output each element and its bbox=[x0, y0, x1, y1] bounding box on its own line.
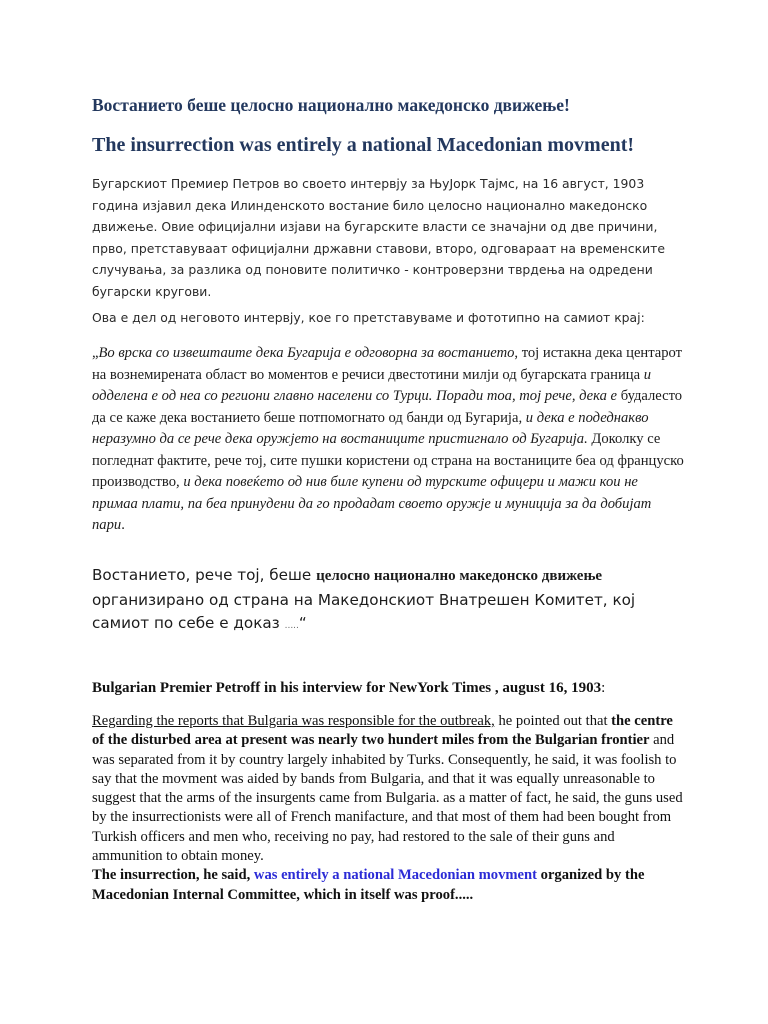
english-paragraph bbox=[92, 712, 686, 905]
english-bold-1: the centre of the disturbed area at present was nearly two hundert miles from the Bulgarian frontier bbox=[92, 713, 673, 749]
quote-italic-7: , и дека повеќето од нив биле купени од турските офицери и мажи кои не примаа плати, па беа принудени да го продадат своето оружје и муниција за да добијат пари bbox=[92, 474, 652, 533]
quote-text-8: . bbox=[121, 517, 125, 533]
title-english: The insurrection was entirely a national Macedonian movment! bbox=[92, 134, 635, 156]
title-macedonian: Востанието беше целосно национално македонско движење! bbox=[92, 95, 570, 115]
quote-text-2: , тој истакна дека центарот на вознемирената област во моментов е речиси двестотини милји од бугарската граница bbox=[92, 345, 683, 383]
conclusion-pre: Востанието, рече тој, беше bbox=[92, 566, 317, 584]
intro-note-paragraph: Ова е дел од неговото интервју, кое го претставуваме и фототипно на самиот крај: bbox=[92, 310, 645, 325]
quote-italic-5: , и дека е подеднакво неразумно да се рече дека оружјето на востаниците пристигнало од Бугарија. bbox=[92, 409, 649, 447]
english-heading bbox=[92, 678, 686, 698]
quote-open-mark: „ bbox=[92, 345, 99, 361]
conclusion-close-mark: “ bbox=[298, 614, 307, 632]
quote-text-6: Доколку се погледнат фактите, рече тој, сите пушки користени од страна на востаниците беа од француско производство bbox=[92, 431, 684, 490]
quote-italic-3: и одделена е од неа со региони главно населени со Турци. Поради тоа, тој рече, дека е bbox=[92, 366, 652, 404]
quote-text-4: будалесто да се каже дека востанието беше потпомогнато од банди од Бугарија bbox=[92, 388, 683, 426]
quote-italic-1: Во врска со извештаите дека Бугарија е одговорна за востанието bbox=[98, 345, 515, 361]
quote-paragraph bbox=[92, 343, 686, 537]
english-final-post: organized by the Macedonian Internal Committee, which in itself was proof..... bbox=[92, 867, 645, 903]
conclusion-paragraph bbox=[92, 564, 686, 639]
english-text-1: he pointed out that bbox=[494, 713, 612, 729]
conclusion-bold: целосно национално македонско движење bbox=[316, 568, 603, 584]
english-heading-colon: : bbox=[601, 680, 606, 696]
english-underlined-phrase: Regarding the reports that Bulgaria was responsible for the outbreak, bbox=[92, 713, 495, 729]
conclusion-dots: ..... bbox=[284, 621, 299, 631]
english-final-blue: was entirely a national Macedonian movment bbox=[253, 867, 537, 884]
english-final-pre: The insurrection, he said, bbox=[92, 867, 254, 884]
conclusion-post: организирано од страна на Македонскиот Внатрешен Комитет, кој самиот по себе е доказ bbox=[92, 590, 636, 632]
english-text-2: and was separated from it by country largely inhabited by Turks. Consequently, he said, it was foolish to say that the movment was aided by bands from Bulgaria, and that it was equally unreasonable to suggest that the arms of the insurgents came from Bulgaria. as a matter of fact, he said, the guns used by the insurrectionists were all of French manifacture, and that most of them had been bought from Turkish officers and men who, receiving no pay, had restored to the sale of their guns and ammunition to obtain money. bbox=[92, 732, 683, 865]
english-heading-text: Bulgarian Premier Petroff in his interview for NewYork Times , august 16, 1903 bbox=[92, 680, 602, 696]
intro-paragraph: Бугарскиот Премиер Петров во своето интервју за ЊуЈорк Тајмс, на 16 август, 1903 година изјавил дека Илинденското востание било целосно национално македонско движење. Овие официјални изјави на бугарските власти се значајни од две причини, прво, претставуваат официјални државни ставови, второ, одговараат на временските случувања, за разлика од поновите политичко - контроверзни тврдења на одредени бугарски кругови. bbox=[92, 176, 665, 299]
